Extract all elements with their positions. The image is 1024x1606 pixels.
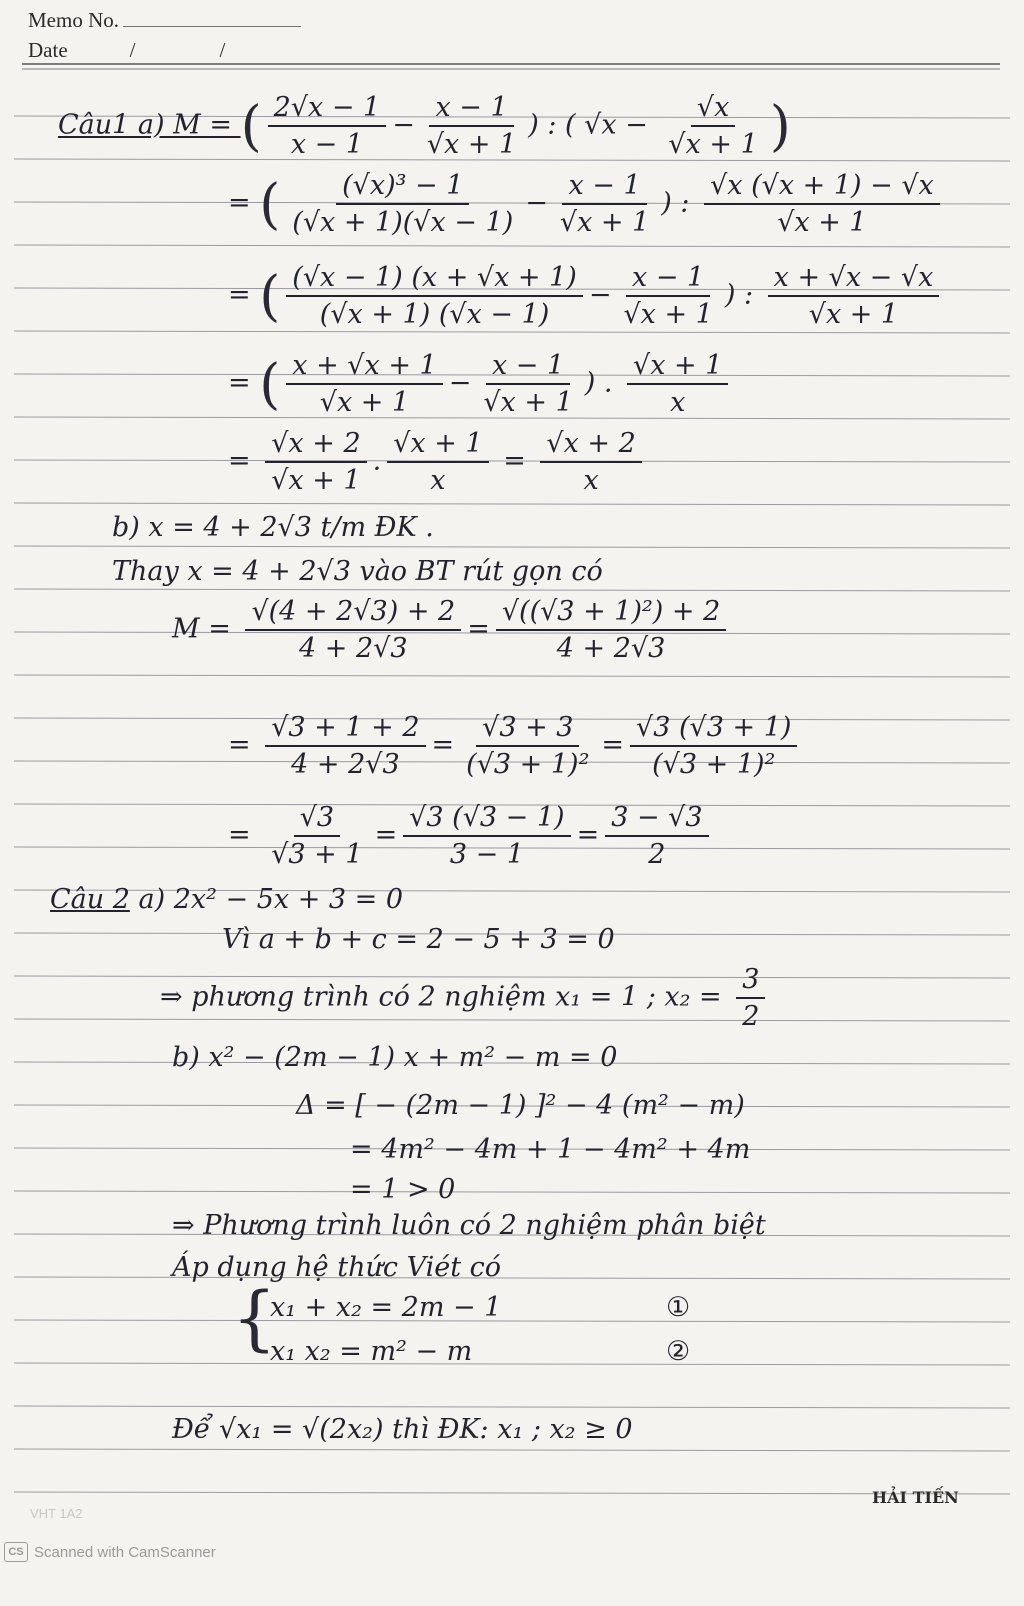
math-line: = $\frac{√3 + 1 + 2}{4 + 2√3}$ = $\frac{√3 + 3}{\text{(√3 + 1)²}}$ = $\frac{√3 (√3 + 1)}{\text{(√3 + 1)²}}$: [228, 712, 803, 780]
math-line: Câu1 a) M = ( $\frac{2√x - 1}{x - 1}$ − $\frac{x - 1}{√x + 1}$ ) : ( √x − $\frac{√x}{√x + 1}$ ): [58, 92, 791, 161]
equation-tag: ①: [666, 1292, 691, 1323]
math-line: = 4m² − 4m + 1 − 4m² + 4m: [350, 1134, 751, 1165]
fraction: $\frac{2√x - 1}{x - 1}$: [268, 92, 387, 160]
math-line: M = $\frac{√(4 + 2√3) + 2}{4 + 2√3}$ = $\frac{\text{√((√3 + 1)²) + 2}}{4 + 2√3}$: [172, 596, 732, 664]
fraction: $\frac{x - 1}{√x + 1}$: [559, 170, 650, 239]
math-line: x₁ + x₂ = 2m − 1: [270, 1292, 502, 1323]
ruled-line: [14, 675, 1010, 677]
fraction: $\frac{√x + 1}{x}$: [627, 350, 728, 418]
ruled-line: [14, 331, 1010, 333]
fraction: $\frac{x - 1}{√x + 1}$: [426, 92, 517, 161]
question-label: Câu1 a) M =: [58, 109, 241, 141]
fraction: $\frac{3}{2}$: [736, 964, 765, 1032]
fraction: $\frac{√x + 2}{√x + 1}$: [265, 428, 366, 496]
math-line: ⇒ phương trình có 2 nghiệm x₁ = 1 ; x₂ = $\frac{3}{2}$: [160, 964, 771, 1032]
system-brace: {: [232, 1277, 277, 1359]
scanner-text: Scanned with CamScanner: [34, 1543, 216, 1561]
fraction: $\frac{x - 1}{√x + 1}$: [483, 350, 573, 419]
notebook-brand: HẢI TIẾN: [872, 1488, 959, 1507]
ruled-line: [14, 503, 1010, 505]
fraction: $\frac{√3 + 1 + 2}{4 + 2√3}$: [265, 712, 425, 780]
fraction: $\frac{√x + 1}{x}$: [387, 428, 488, 496]
math-line: = 1 > 0: [350, 1174, 456, 1205]
question-label: Câu 2: [50, 884, 130, 915]
date-separator: /: [129, 38, 136, 62]
ruled-line: [14, 589, 1010, 591]
math-line: Áp dụng hệ thức Viét có: [172, 1252, 502, 1283]
math-line: = ( $\frac{(√x - 1) (x + √x + 1)}{(√x + 1) (√x - 1)}$ − $\frac{x - 1}{√x + 1}$ ) : $\frac{x + √x - √x}{√x + 1}$: [228, 262, 945, 330]
math-line: = $\frac{√3}{√3 + 1}$ = $\frac{√3 (√3 - 1)}{3 - 1}$ = $\frac{3 - √3}{2}$: [228, 802, 715, 870]
fraction: $\frac{√x (√x + 1) - √x}{√x + 1}$: [704, 170, 940, 238]
fraction: $\frac{x + √x + 1}{√x + 1}$: [286, 350, 442, 418]
faint-imprint: VHT 1A2: [30, 1506, 83, 1521]
fraction: $\frac{√3}{√3 + 1}$: [271, 802, 363, 871]
math-line: = ( $\frac{\text{(√x)³ − 1}}{(√x + 1)(√x - 1)}$ − $\frac{x - 1}{√x + 1}$ ) : $\frac{√x (√x + 1) - √x}{√x + 1}$: [228, 170, 946, 238]
camscanner-icon: CS: [4, 1542, 28, 1562]
fraction: $\frac{x + √x - √x}{√x + 1}$: [768, 262, 940, 330]
fraction: $\frac{√3 (√3 - 1)}{3 - 1}$: [403, 802, 570, 870]
fraction: $\frac{√3 + 3}{\text{(√3 + 1)²}}$: [466, 712, 590, 781]
equation-tag: ②: [666, 1336, 691, 1367]
ruled-line: [14, 1492, 1010, 1494]
math-line: Câu 2 a) 2x² − 5x + 3 = 0: [50, 884, 404, 915]
ruled-line: [14, 1406, 1010, 1408]
math-line: Để √x₁ = √(2x₂) thì ĐK: x₁ ; x₂ ≥ 0: [172, 1414, 633, 1445]
ruled-line: [14, 1320, 1010, 1322]
fraction: $\frac{3 - √3}{2}$: [605, 802, 708, 870]
fraction: $\frac{\text{√((√3 + 1)²) + 2}}{4 + 2√3}$: [496, 596, 726, 664]
date-separator: /: [219, 38, 226, 62]
ruled-line: [14, 1363, 1010, 1365]
math-line: ⇒ Phương trình luôn có 2 nghiệm phân biệt: [172, 1210, 766, 1241]
math-line: x₁ x₂ = m² − m: [270, 1336, 473, 1367]
fraction: $\frac{√(4 + 2√3) + 2}{4 + 2√3}$: [245, 596, 461, 664]
math-line: b) x = 4 + 2√3 t/m ĐK .: [112, 512, 434, 543]
math-line: Vì a + b + c = 2 − 5 + 3 = 0: [222, 924, 615, 955]
ruled-line: [14, 1449, 1010, 1451]
memo-header: [28, 8, 301, 68]
math-line: b) x² − (2m − 1) x + m² − m = 0: [172, 1042, 618, 1073]
math-line: Δ = [ − (2m − 1) ]² − 4 (m² − m): [296, 1090, 745, 1121]
date-label: Date: [28, 38, 68, 62]
fraction: $\frac{√x + 2}{x}$: [540, 428, 641, 496]
memo-no-label: Memo No.: [28, 8, 119, 32]
math-line: Thay x = 4 + 2√3 vào BT rút gọn có: [112, 556, 603, 587]
ruled-line: [14, 245, 1010, 247]
ruled-line: [14, 546, 1010, 548]
fraction: $\frac{\text{(√x)³ − 1}}{(√x + 1)(√x - 1)}$: [292, 170, 514, 239]
fraction: $\frac{x - 1}{√x + 1}$: [623, 262, 713, 331]
memo-no-line: [123, 8, 301, 27]
ruled-line: [14, 1191, 1010, 1193]
math-line: = ( $\frac{x + √x + 1}{√x + 1}$ − $\frac{x - 1}{√x + 1}$ ) . $\frac{√x + 1}{x}$: [228, 350, 734, 418]
ruled-line: [14, 1277, 1010, 1279]
fraction: $\frac{(√x - 1) (x + √x + 1)}{(√x + 1) (√x - 1)}$: [286, 262, 583, 330]
fraction: $\frac{√3 (√3 + 1)}{\text{(√3 + 1)²}}$: [630, 712, 797, 780]
fraction: $\frac{√x}{√x + 1}$: [668, 92, 758, 161]
math-line: = $\frac{√x + 2}{√x + 1}$ . $\frac{√x + 1}{x}$ = $\frac{√x + 2}{x}$: [228, 428, 648, 496]
scanner-watermark: [4, 1542, 216, 1562]
